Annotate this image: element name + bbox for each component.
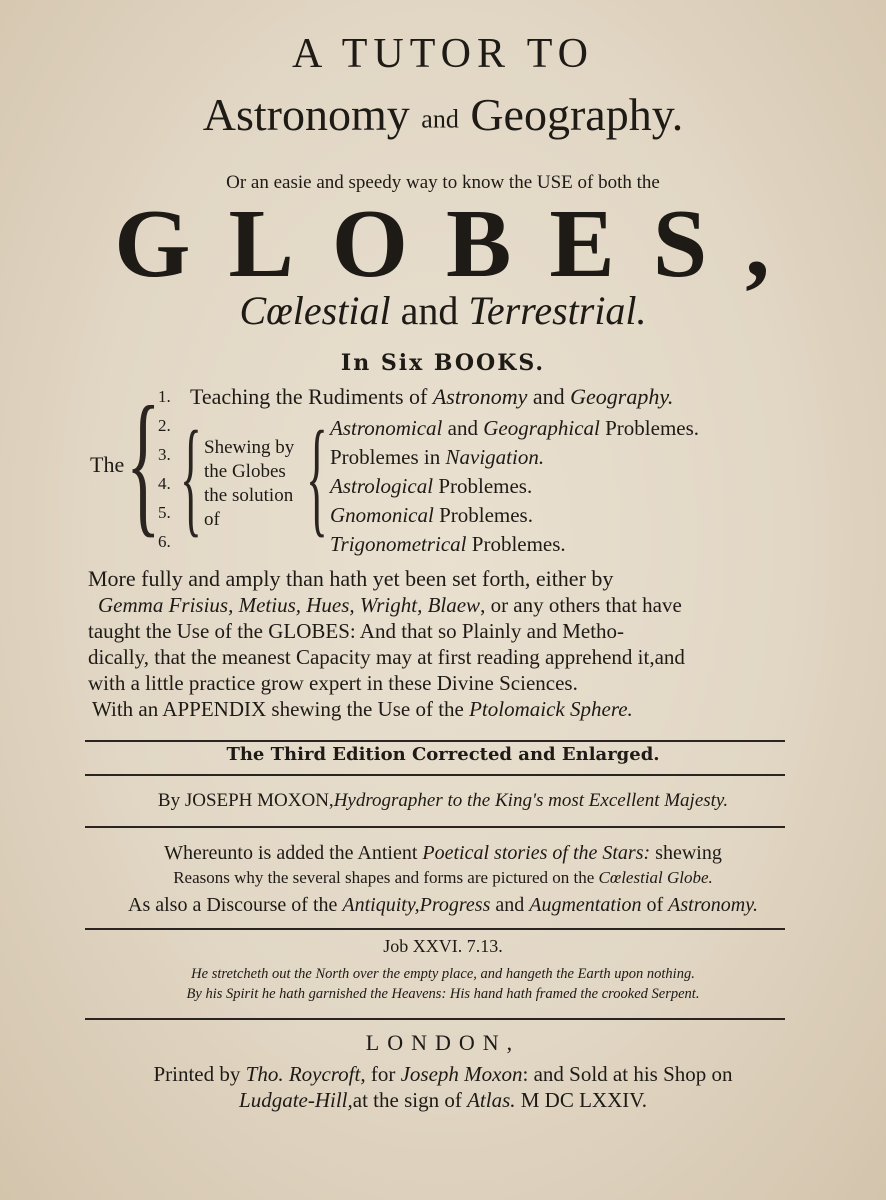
terrestrial-word: Terrestrial. [468, 288, 647, 333]
shewing-line-3: the solution [204, 485, 294, 506]
title-and: and [421, 104, 459, 134]
problem-4-it: Gnomonical [330, 503, 434, 527]
problem-1-mid: and [442, 416, 484, 440]
left-brace: { [126, 373, 161, 551]
para-appendix: With an APPENDIX shewing the Use of the [92, 697, 470, 721]
imprint-ludgate: Ludgate-Hill, [239, 1088, 353, 1112]
celestial-and: and [400, 288, 459, 333]
book-1-line [190, 384, 673, 410]
problem-astrological [330, 472, 699, 501]
book-1-geography: Geography. [570, 384, 674, 409]
shewing-block [204, 436, 294, 532]
book-1-astronomy: Astronomy [432, 384, 528, 409]
imprint-year: M DC LXXIV. [515, 1088, 647, 1112]
problem-5-mid: Problemes. [466, 532, 566, 556]
problem-1-it: Astronomical [330, 416, 443, 440]
imprint-sign: at the sign of [352, 1088, 468, 1112]
rule-5 [85, 1018, 785, 1020]
problem-1-rest: Problemes. [599, 416, 700, 440]
author-name: By JOSEPH MOXON, [157, 790, 334, 811]
problem-1-it2: Geographical [483, 416, 600, 440]
quote-line-1: He stretcheth out the North over the empty place, and hangeth the Earth upon nothing. [191, 966, 695, 982]
imprint-sold: : and Sold at his Shop on [522, 1062, 733, 1086]
para-ptolomaick: Ptolomaick Sphere. [469, 697, 633, 721]
para-line-1: More fully and amply than hath yet been set forth, either by [88, 566, 614, 591]
imprint-printed-by: Printed by [153, 1062, 246, 1086]
rule-4 [85, 928, 785, 930]
problem-4-mid: Problemes. [433, 503, 533, 527]
shewing-line-2: the Globes [204, 461, 286, 482]
shewing-line-1: Shewing by [204, 437, 295, 458]
shewing-line-4: of [204, 509, 220, 530]
whereunto-3b: Antiquity,Progress [342, 894, 491, 916]
imprint-publisher: Joseph Moxon [400, 1062, 523, 1086]
para-line-3: taught the Use of the GLOBES: And that so Plainly and Metho- [88, 619, 625, 643]
book-num-6: 6. [158, 532, 171, 551]
problem-3-it: Astrological [330, 474, 434, 498]
whereunto-1b: Poetical stories of the Stars: [422, 842, 651, 864]
whereunto-2b: Cœlestial Globe. [598, 868, 713, 887]
book-num-3: 3. [158, 445, 171, 464]
problem-3-mid: Problemes. [433, 474, 533, 498]
london: LONDON, [365, 1030, 521, 1055]
whereunto-3c: and [490, 894, 530, 916]
para-line-2-names: Gemma Frisius, Metius, Hues, Wright, Blaew [98, 593, 481, 617]
problem-astronomical [330, 414, 699, 443]
whereunto-3f: Astronomy. [668, 894, 758, 916]
imprint-atlas: Atlas. [467, 1088, 516, 1112]
whereunto-3e: of [641, 894, 669, 916]
problem-2-mid: Problemes in [330, 445, 446, 469]
celestial-word: Cœlestial [239, 288, 391, 333]
celestial-terrestrial [0, 287, 886, 334]
whereunto-1c: shewing [650, 842, 722, 864]
problem-2-it2: Navigation. [445, 445, 545, 469]
rule-1 [85, 740, 785, 742]
title-line-1: A TUTOR TO [292, 31, 594, 77]
whereunto-line-3 [0, 894, 886, 917]
whereunto-3a: As also a Discourse of the [128, 894, 343, 916]
middle-brace-right: { [306, 405, 328, 549]
description-paragraph [88, 566, 788, 722]
rule-3 [85, 826, 785, 828]
para-line-5: with a little practice grow expert in these Divine Sciences. [88, 671, 578, 695]
whereunto-3d: Augmentation [529, 894, 642, 916]
book-1-and: and [527, 384, 571, 409]
whereunto-1a: Whereunto is added the Antient [164, 842, 423, 864]
book-num-4: 4. [158, 474, 171, 493]
title-astronomy: Astronomy [202, 89, 410, 140]
author-title: Hydrographer to the King's most Excellent Majesty. [333, 790, 729, 811]
in-six-books: In Six BOOKS. [340, 350, 546, 376]
author-line [0, 790, 886, 812]
edition-line: The Third Edition Corrected and Enlarged. [226, 744, 660, 765]
imprint-printer: Tho. Roycroft, [245, 1062, 366, 1086]
imprint-for: for [365, 1062, 401, 1086]
whereunto-line-2 [0, 868, 886, 888]
title-line-2 [0, 88, 886, 141]
book-numbers [158, 382, 171, 556]
problem-gnomonical [330, 501, 699, 530]
title-geography: Geography. [470, 89, 684, 140]
whereunto-2a: Reasons why the several shapes and forms are pictured on the [173, 868, 599, 887]
para-line-2-rest: , or any others that have [480, 593, 682, 617]
book-1-text: Teaching the Rudiments of [190, 384, 433, 409]
books-the-label: The [90, 452, 125, 477]
book-num-2: 2. [158, 416, 171, 435]
whereunto-line-1 [0, 842, 886, 865]
book-num-1: 1. [158, 387, 171, 406]
problem-5-it: Trigonometrical [330, 532, 467, 556]
globes-heading: GLOBES, [114, 190, 808, 298]
imprint-line-1 [0, 1062, 886, 1087]
problem-trigonometrical [330, 530, 699, 559]
problem-navigation [330, 443, 699, 472]
quote-line-2: By his Spirit he hath garnished the Heavens: His hand hath framed the crooked Serpent. [186, 986, 700, 1002]
middle-brace-left: { [180, 405, 202, 549]
rule-2 [85, 774, 785, 776]
subtitle: Or an easie and speedy way to know the USE of both the [226, 172, 660, 193]
imprint-line-2 [0, 1088, 886, 1113]
problems-list [330, 414, 699, 559]
para-line-4: dically, that the meanest Capacity may at first reading apprehend it,and [88, 645, 685, 669]
job-citation: Job XXVI. 7.13. [383, 936, 503, 956]
book-num-5: 5. [158, 503, 171, 522]
